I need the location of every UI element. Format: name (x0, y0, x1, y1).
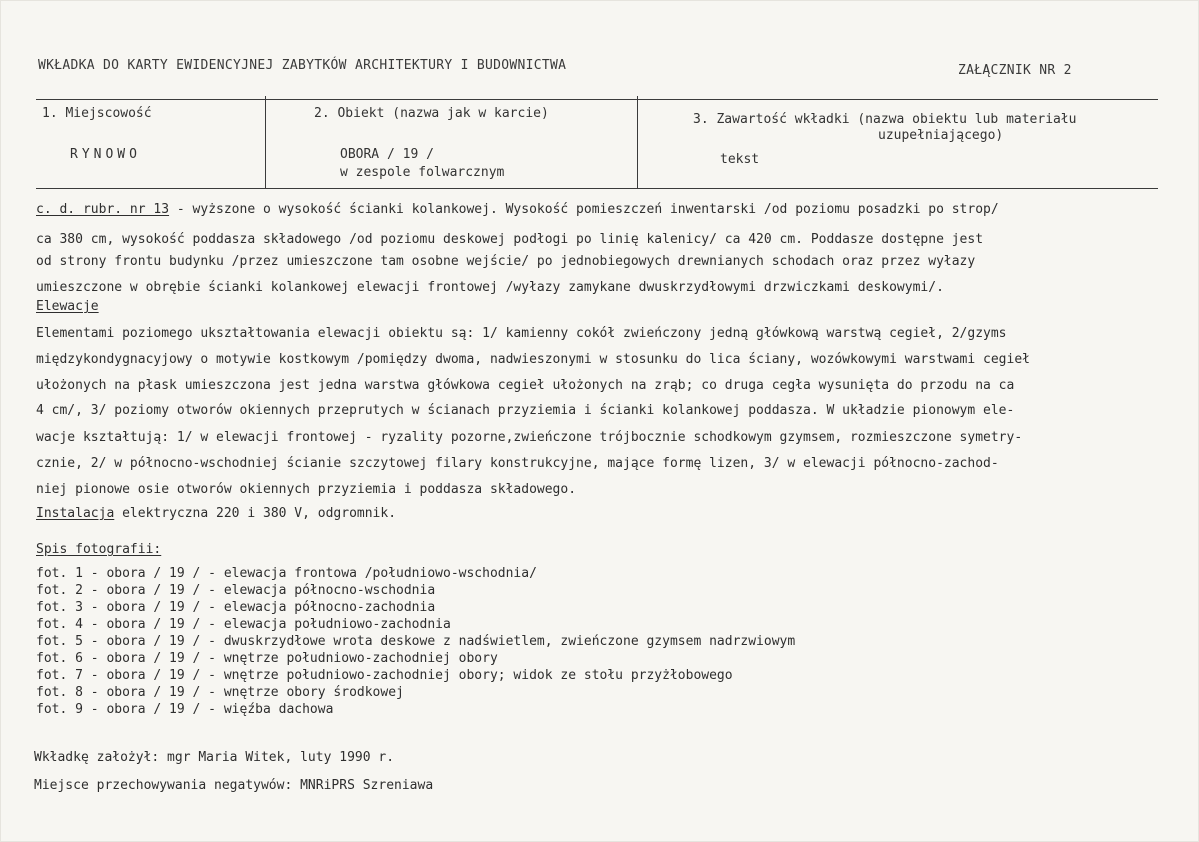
body-paragraph-line: umieszczone w obrębie ścianki kolankowej elewacji frontowej /wyłazy zamykane dwuskrzydłowymi drzwiczkami deskowymi/. (36, 280, 944, 295)
negative-storage-line: Miejsce przechowywania negatywów: MNRiPRS Szreniawa (34, 778, 434, 793)
installation-heading: Instalacja (36, 506, 115, 521)
photo-list-item: fot. 2 - obora / 19 / - elewacja północno-wschodnia (36, 583, 436, 598)
elevations-line: cznie, 2/ w północno-wschodniej ścianie szczytowej filary konstrukcyjne, mające formę lizen, 3/ w elewacji północno-zachod- (36, 456, 999, 471)
insert-content-label-cont: uzupełniającego) (878, 128, 1004, 143)
table-divider-1 (265, 96, 266, 189)
locality-label: 1. Miejscowość (42, 106, 152, 121)
photo-list-item: fot. 5 - obora / 19 / - dwuskrzydłowe wrota deskowe z nadświetlem, zwieńczone gzymsem nadrzwiowym (36, 634, 796, 649)
elevations-line: wacje kształtują: 1/ w elewacji frontowej - ryzality pozorne,zwieńczone trójbocznie schodkowym gzymsem, rozmieszczone symetry- (36, 430, 1023, 445)
object-context: w zespole folwarcznym (340, 165, 505, 180)
elevations-line: 4 cm/, 3/ poziomy otworów okiennych przeprutych w ścianach przyziemia i ścianki kolankowej poddasza. W układzie pionowym ele- (36, 403, 1015, 418)
photo-list-item: fot. 6 - obora / 19 / - wnętrze południowo-zachodniej obory (36, 651, 498, 666)
photo-list-heading: Spis fotografii: (36, 542, 162, 557)
table-top-rule (36, 99, 1158, 100)
elevations-line: międzykondygnacyjowy o motywie kostkowym /pomiędzy dwoma, nadwieszonymi w stosunku do lica ściany, wozówkowymi warstwami cegieł (36, 352, 1030, 367)
photo-list-item: fot. 9 - obora / 19 / - więźba dachowa (36, 702, 334, 717)
author-line: Wkładkę założył: mgr Maria Witek, luty 1990 r. (34, 750, 395, 765)
object-value: OBORA / 19 / (340, 147, 434, 162)
document-title: WKŁADKA DO KARTY EWIDENCYJNEJ ZABYTKÓW ARCHITEKTURY I BUDOWNICTWA (38, 58, 567, 73)
photo-list-item: fot. 7 - obora / 19 / - wnętrze południowo-zachodniej obory; widok ze stołu przyżłobowego (36, 668, 733, 683)
insert-content-value: tekst (720, 152, 760, 167)
photo-list-item: fot. 8 - obora / 19 / - wnętrze obory środkowej (36, 685, 404, 700)
photo-list-item: fot. 4 - obora / 19 / - elewacja południowo-zachodnia (36, 617, 451, 632)
installation-line: Instalacja elektryczna 220 i 380 V, odgromnik. (36, 506, 397, 521)
photo-list-item: fot. 1 - obora / 19 / - elewacja frontowa /południowo-wschodnia/ (36, 566, 537, 581)
elevations-line: niej pionowe osie otworów okiennych przyziemia i poddasza składowego. (36, 482, 577, 497)
photo-list-item: fot. 3 - obora / 19 / - elewacja północno-zachodnia (36, 600, 436, 615)
body-paragraph-line: od strony frontu budynku /przez umieszczone tam osobne wejście/ po jednobiegowych drewnianych schodach oraz przez wyłazy (36, 254, 976, 269)
insert-content-label: 3. Zawartość wkładki (nazwa obiektu lub materiału (693, 112, 1077, 127)
body-paragraph-line: c. d. rubr. nr 13 - wyższone o wysokość ścianki kolankowej. Wysokość pomieszczeń inwentarski /od poziomu posadzki po strop/ (36, 202, 999, 217)
elevations-line: Elementami poziomego ukształtowania elewacji obiektu są: 1/ kamienny cokół zwieńczony jedną główkową warstwą cegieł, 2/gzyms (36, 326, 1007, 341)
elevations-line: ułożonych na płask umieszczona jest jedna warstwa główkowa cegieł ułożonych na zrąb; co druga cegła wysunięta do przodu na ca (36, 378, 1015, 393)
body-paragraph-line: ca 380 cm, wysokość poddasza składowego /od poziomu deskowej podłogi po linię kalenicy/ ca 420 cm. Poddasze dostępne jest (36, 232, 984, 247)
table-divider-2 (637, 96, 638, 189)
table-bottom-rule (36, 188, 1158, 189)
locality-value: RYNOWO (70, 147, 141, 162)
elevations-heading: Elewacje (36, 299, 99, 314)
rubric-reference: c. d. rubr. nr 13 (36, 202, 170, 217)
object-label: 2. Obiekt (nazwa jak w karcie) (314, 106, 549, 121)
annex-number: ZAŁĄCZNIK NR 2 (958, 63, 1072, 78)
